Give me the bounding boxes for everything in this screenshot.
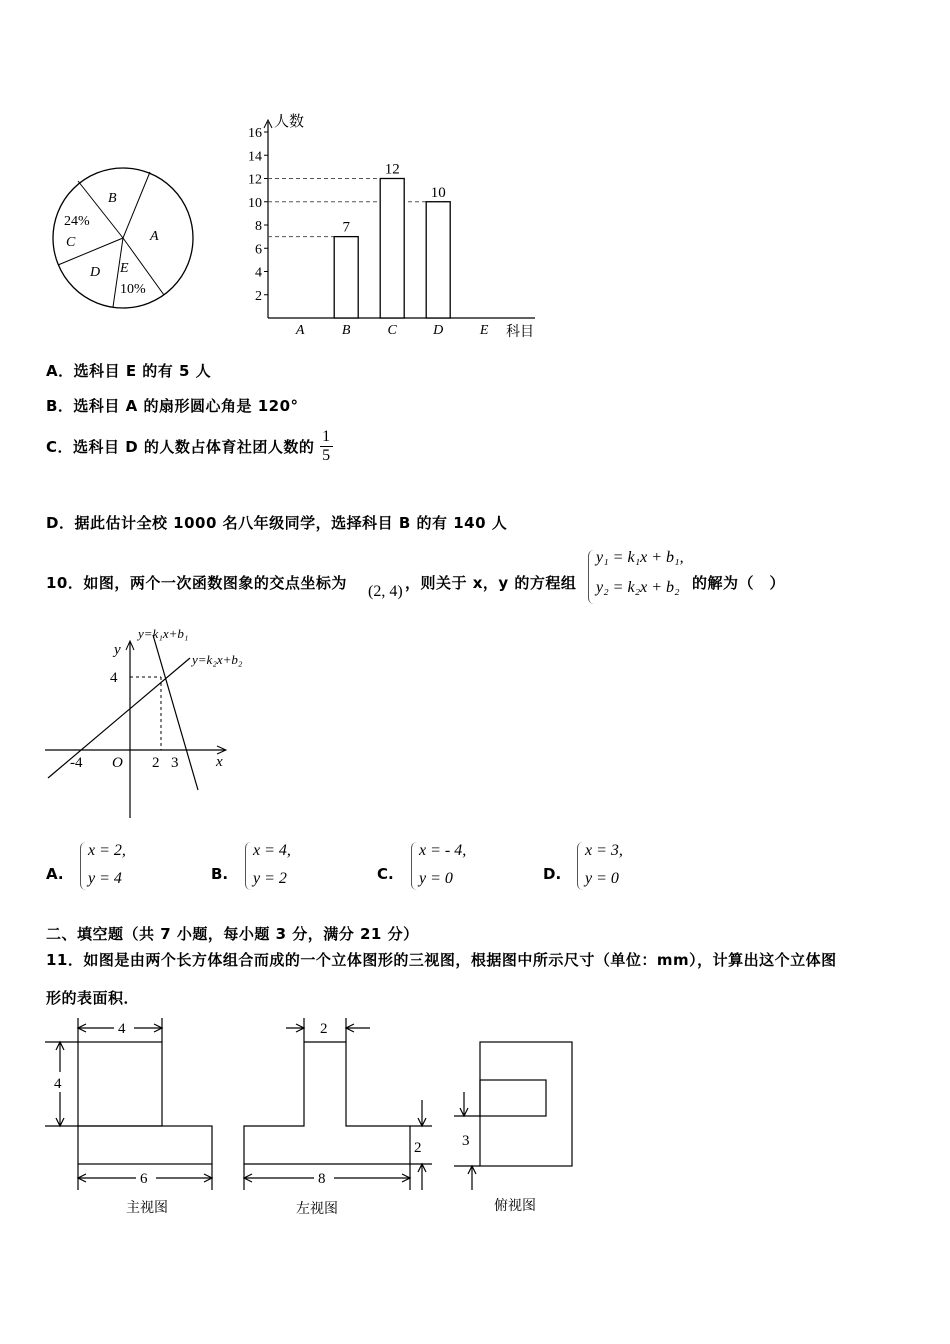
top-caption: 俯视图 <box>494 1198 536 1214</box>
fraction-one-fifth <box>320 428 333 465</box>
pie-label-d: D <box>90 265 101 280</box>
side-right-dim: 2 <box>414 1140 422 1156</box>
y-tick-label: 6 <box>255 242 262 258</box>
y-tick-label: 10 <box>248 195 262 211</box>
answer-b-l2: y = 2 <box>253 870 287 887</box>
x-axis-label: x <box>216 754 223 770</box>
answer-c-brace <box>411 842 418 890</box>
system-brace <box>588 550 595 604</box>
y-axis-title: 人数 <box>274 114 305 130</box>
line1-label: y=k₁x+b₁ <box>138 626 189 641</box>
x-tick-2: 2 <box>152 755 160 771</box>
line2-label: y=k₂x+b₂ <box>192 652 243 667</box>
q9-option-a: A．选科目 E 的有 5 人 <box>46 362 212 380</box>
bar-value-label: 7 <box>342 219 350 236</box>
three-views <box>40 1010 580 1225</box>
top-left-dim: 3 <box>462 1133 470 1149</box>
y-tick-label: 8 <box>255 219 262 234</box>
bar-value-label: 12 <box>384 161 400 178</box>
bar <box>380 179 404 319</box>
x-tick-neg4: -4 <box>70 755 83 771</box>
answer-d-l2: y = 0 <box>585 870 619 887</box>
answer-a-l1: x = 2, <box>88 842 126 859</box>
section-heading: 二、填空题（共 7 小题，每小题 3 分，满分 21 分） <box>46 925 419 943</box>
pie-label-b: B <box>108 191 117 206</box>
pie-chart <box>40 160 210 320</box>
answer-b-l1: x = 4, <box>253 842 291 859</box>
linear-graph <box>40 620 280 820</box>
answer-d-label: D. <box>543 865 562 883</box>
frac-num: 1 <box>322 428 331 445</box>
top-view <box>454 1042 572 1190</box>
q11-line1: 11．如图是由两个长方体组合而成的一个立体图形的三视图，根据图中所示尺寸（单位：mm），计算出这个立体图 <box>46 951 837 969</box>
front-left-dim: 4 <box>54 1076 62 1092</box>
q9-option-b: B．选科目 A 的扇形圆心角是 120° <box>46 397 299 415</box>
q9-option-c <box>46 428 333 465</box>
bar-chart <box>230 100 560 350</box>
q10-eq2: y₂ = k₂x + b₂ <box>596 579 680 596</box>
answer-a-brace <box>80 842 87 890</box>
answer-a-label: A. <box>46 865 64 883</box>
y-axis-label: y <box>114 642 121 658</box>
pie-label-c: C <box>66 235 76 250</box>
side-top-dim: 2 <box>320 1021 328 1037</box>
x-tick-label: B <box>341 323 351 338</box>
x-tick-label: E <box>479 323 489 338</box>
origin-label: O <box>112 755 123 771</box>
side-bottom-dim: 8 <box>318 1171 326 1187</box>
q9-option-d: D．据此估计全校 1000 名八年级同学，选择科目 B 的有 140 人 <box>46 514 508 532</box>
bar-value-label: 10 <box>430 184 446 201</box>
front-top-dim: 4 <box>118 1021 126 1037</box>
q11-line2: 形的表面积． <box>46 989 140 1007</box>
side-caption: 左视图 <box>296 1201 338 1217</box>
side-view <box>244 1018 432 1190</box>
y-tick-label: 12 <box>248 172 262 188</box>
q9-option-c-text: C．选科目 D 的人数占体育社团人数的 <box>46 438 315 456</box>
x-tick-label: A <box>295 323 305 338</box>
q10-stem-b: ，则关于 x，y 的方程组 <box>405 574 577 592</box>
answer-d-brace <box>577 842 584 890</box>
answer-c-l1: x = - 4, <box>419 842 467 859</box>
y-tick-label: 14 <box>248 149 262 165</box>
q10-stem-c: 的解为（ ） <box>692 574 786 592</box>
y-tick-label: 16 <box>248 126 262 141</box>
q10-point: (2, 4) <box>368 583 403 600</box>
pie-pct-e: 10% <box>120 282 146 297</box>
x-tick-label: D <box>433 323 444 338</box>
answer-a-l2: y = 4 <box>88 870 122 887</box>
front-caption: 主视图 <box>126 1200 168 1216</box>
bar <box>426 202 450 318</box>
q10-eq1: y₁ = k₁x + b₁, <box>596 549 684 566</box>
pie-pct-c: 24% <box>64 214 90 229</box>
y-tick-label: 2 <box>255 288 262 304</box>
bar <box>334 237 358 318</box>
answer-b-brace <box>245 842 252 890</box>
x-tick-label: C <box>387 323 397 338</box>
answer-d-l1: x = 3, <box>585 842 623 859</box>
answer-c-l2: y = 0 <box>419 870 453 887</box>
q10-stem-a: 10．如图，两个一次函数图象的交点坐标为 <box>46 574 347 592</box>
answer-c-label: C. <box>377 865 394 883</box>
front-view <box>45 1018 212 1190</box>
y-tick-label: 4 <box>255 265 262 281</box>
y-tick-4: 4 <box>110 670 118 686</box>
front-bottom-dim: 6 <box>140 1171 148 1187</box>
frac-den: 5 <box>322 447 331 464</box>
x-axis-title: 科目 <box>506 325 534 340</box>
x-tick-3: 3 <box>171 755 179 771</box>
pie-label-e: E <box>120 261 129 276</box>
pie-label-a: A <box>150 229 159 244</box>
answer-b-label: B. <box>211 865 229 883</box>
